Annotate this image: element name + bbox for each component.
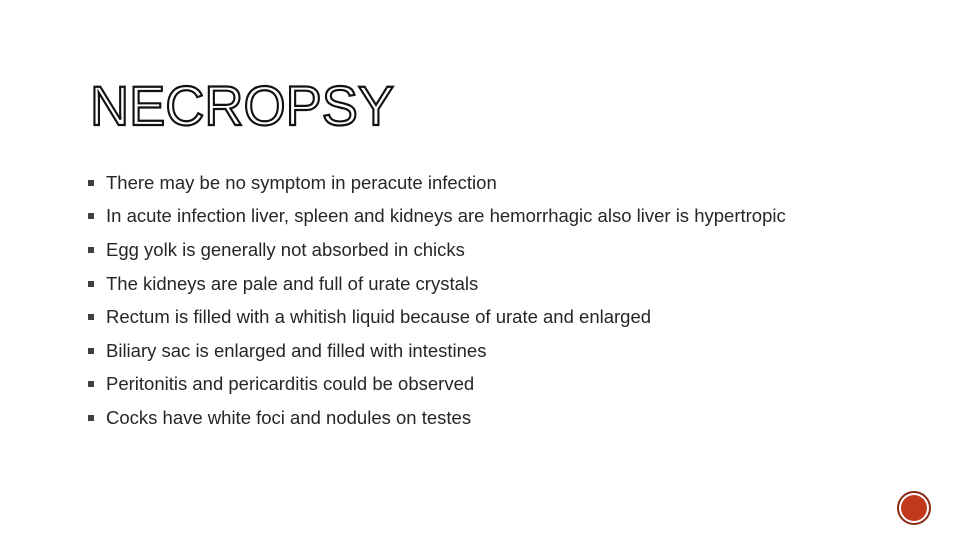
square-bullet-icon — [88, 314, 94, 320]
square-bullet-icon — [88, 281, 94, 287]
list-item — [88, 300, 786, 334]
square-bullet-icon — [88, 247, 94, 253]
slide-number-circle-icon — [901, 495, 927, 521]
bullet-text: Rectum is filled with a whitish liquid because of urate and enlarged — [106, 306, 652, 328]
title-graphic — [78, 68, 418, 138]
list-item — [88, 267, 786, 301]
list-item — [88, 401, 786, 435]
list-item — [88, 368, 786, 402]
bullet-text: Cocks have white foci and nodules on testes — [106, 406, 472, 428]
slide-number-badge — [897, 491, 931, 525]
bullet-text: Egg yolk is generally not absorbed in chicks — [106, 238, 465, 260]
slide-title: NECROPSY — [90, 74, 394, 137]
list-item — [88, 233, 786, 267]
square-bullet-icon — [88, 213, 94, 219]
square-bullet-icon — [88, 415, 94, 421]
bullet-list — [88, 166, 786, 435]
list-item — [88, 166, 786, 200]
square-bullet-icon — [88, 381, 94, 387]
bullet-text: In acute infection liver, spleen and kidneys are hemorrhagic also liver is hypertropic — [106, 205, 786, 227]
bullet-text: The kidneys are pale and full of urate crystals — [106, 272, 479, 294]
bullet-text: Biliary sac is enlarged and filled with intestines — [106, 339, 487, 361]
square-bullet-icon — [88, 348, 94, 354]
title-container — [78, 68, 418, 138]
bullet-text: There may be no symptom in peracute infection — [106, 171, 497, 193]
bullet-text: Peritonitis and pericarditis could be observed — [106, 373, 475, 395]
list-item — [88, 200, 786, 234]
list-item — [88, 334, 786, 368]
square-bullet-icon — [88, 180, 94, 186]
